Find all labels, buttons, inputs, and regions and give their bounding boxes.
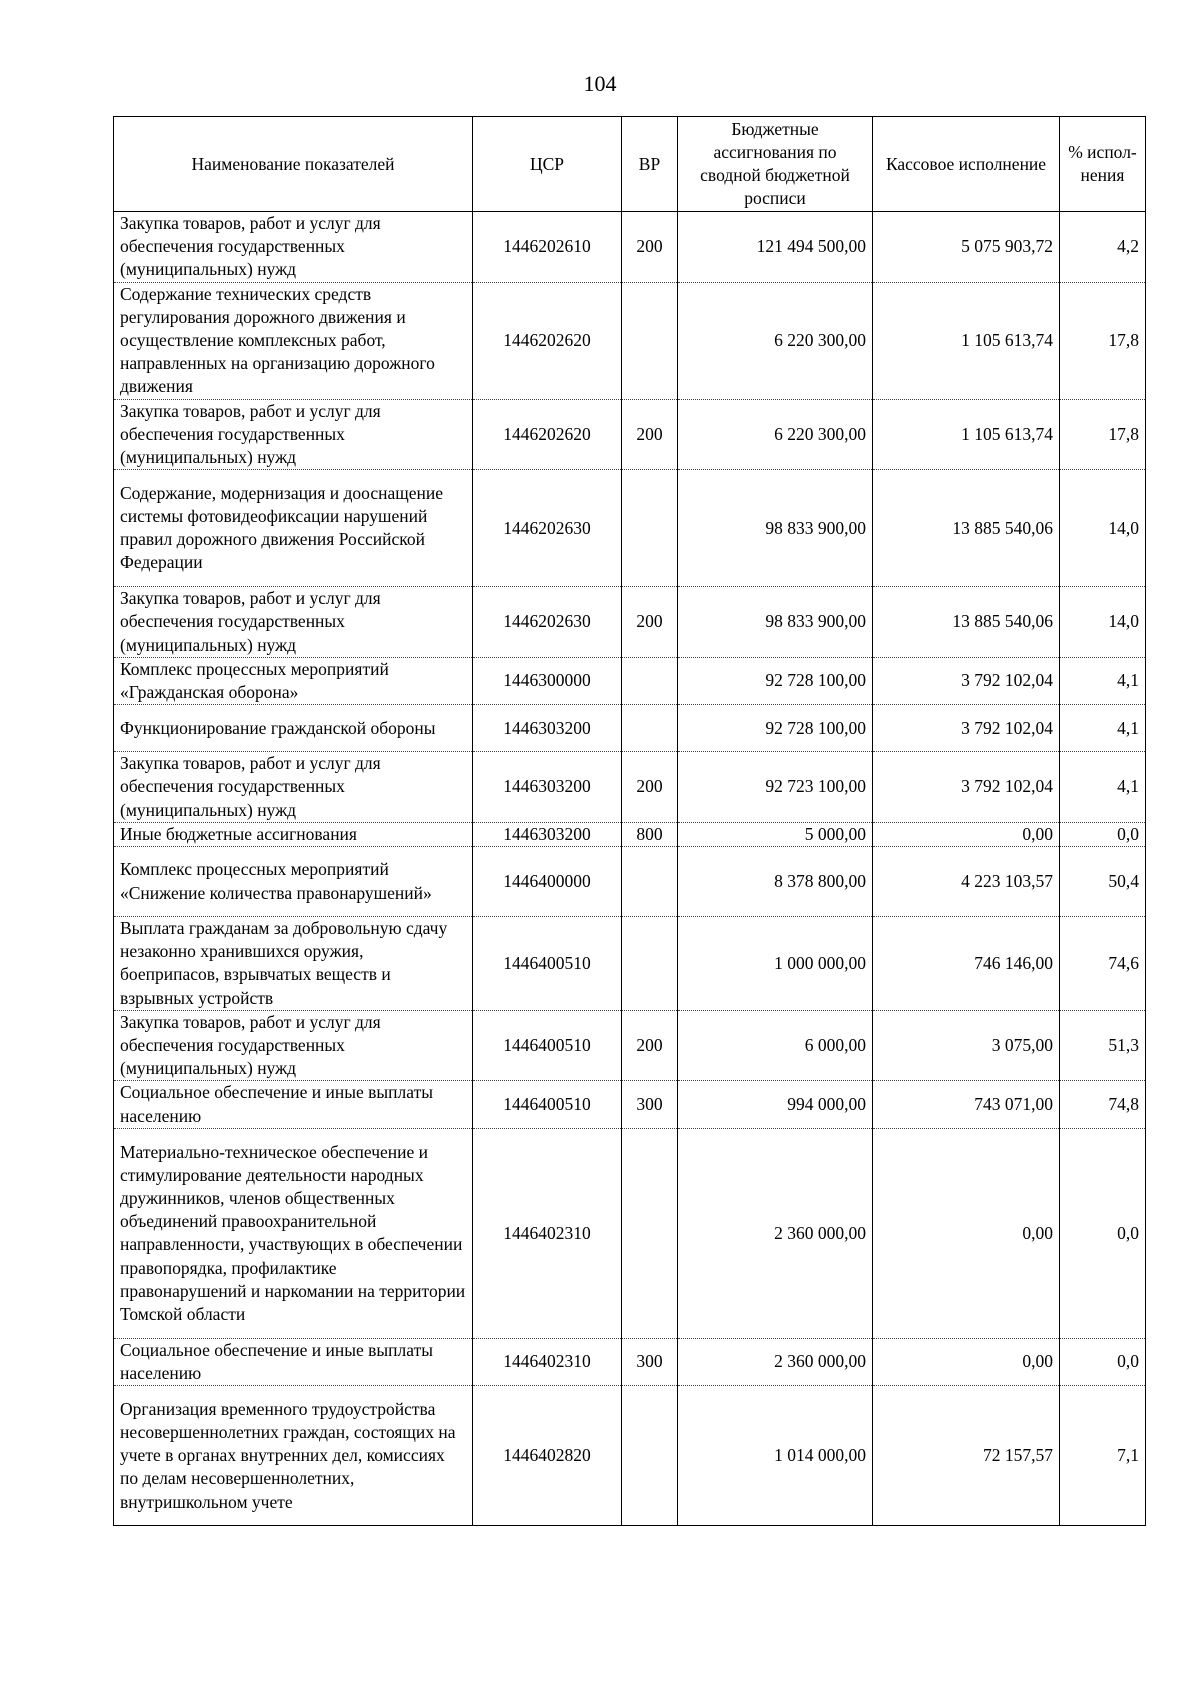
cell-csr: 1446202630 (473, 587, 622, 658)
cell-percent: 14,0 (1060, 587, 1146, 658)
cell-csr: 1446402820 (473, 1386, 622, 1526)
column-header-cash: Кассовое исполнение (873, 117, 1060, 212)
cell-csr: 1446202630 (473, 470, 622, 587)
cell-budget: 98 833 900,00 (678, 470, 873, 587)
cell-csr: 1446400510 (473, 917, 622, 1011)
cell-name: Закупка товаров, работ и услуг для обеспечения государственных (муниципальных) нужд (114, 752, 473, 823)
cell-cash: 0,00 (873, 1128, 1060, 1338)
table-row (114, 470, 1146, 587)
cell-budget: 2 360 000,00 (678, 1128, 873, 1338)
cell-vr: 300 (622, 1081, 678, 1128)
cell-vr: 200 (622, 587, 678, 658)
cell-budget: 92 728 100,00 (678, 705, 873, 752)
table-row (114, 1386, 1146, 1526)
cell-cash: 1 105 613,74 (873, 282, 1060, 399)
cell-budget: 6 220 300,00 (678, 282, 873, 399)
cell-name: Закупка товаров, работ и услуг для обеспечения государственных (муниципальных) нужд (114, 212, 473, 283)
cell-cash: 3 792 102,04 (873, 657, 1060, 704)
cell-budget: 994 000,00 (678, 1081, 873, 1128)
cell-csr: 1446202610 (473, 212, 622, 283)
cell-csr: 1446303200 (473, 705, 622, 752)
cell-cash: 746 146,00 (873, 917, 1060, 1011)
cell-budget: 2 360 000,00 (678, 1338, 873, 1385)
column-header-name: Наименование показателей (114, 117, 473, 212)
cell-csr: 1446400510 (473, 1010, 622, 1081)
table-row (114, 917, 1146, 1011)
cell-vr: 300 (622, 1338, 678, 1385)
cell-vr (622, 917, 678, 1011)
cell-budget: 92 728 100,00 (678, 657, 873, 704)
cell-vr (622, 847, 678, 917)
cell-percent: 17,8 (1060, 399, 1146, 470)
cell-budget: 6 220 300,00 (678, 399, 873, 470)
cell-name: Функционирование гражданской обороны (114, 705, 473, 752)
cell-name: Выплата гражданам за добровольную сдачу незаконно хранившихся оружия, боеприпасов, взрывчатых веществ и взрывных устройств (114, 917, 473, 1011)
cell-vr (622, 1386, 678, 1526)
table-header-row (114, 117, 1146, 212)
table-row (114, 1010, 1146, 1081)
table-row (114, 587, 1146, 658)
table-row (114, 1128, 1146, 1338)
table-row (114, 705, 1146, 752)
table-row (114, 212, 1146, 283)
cell-vr (622, 657, 678, 704)
cell-name: Материально-техническое обеспечение и стимулирование деятельности народных дружинников, членов общественных объединений правоохранительной направленности, участвующих в обеспечении правопорядка, профилактике правонарушений и наркомании на территории Томской области (114, 1128, 473, 1338)
cell-name: Закупка товаров, работ и услуг для обеспечения государственных (муниципальных) нужд (114, 587, 473, 658)
cell-cash: 5 075 903,72 (873, 212, 1060, 283)
cell-vr: 200 (622, 399, 678, 470)
cell-budget: 1 000 000,00 (678, 917, 873, 1011)
column-header-budget: Бюджетные ассигнования по сводной бюджетной росписи (678, 117, 873, 212)
cell-cash: 72 157,57 (873, 1386, 1060, 1526)
cell-name: Иные бюджетные ассигнования (114, 822, 473, 846)
cell-cash: 743 071,00 (873, 1081, 1060, 1128)
cell-vr (622, 1128, 678, 1338)
cell-cash: 3 792 102,04 (873, 705, 1060, 752)
cell-percent: 7,1 (1060, 1386, 1146, 1526)
cell-name: Социальное обеспечение и иные выплаты населению (114, 1338, 473, 1385)
cell-percent: 4,1 (1060, 752, 1146, 823)
table-row (114, 1338, 1146, 1385)
cell-cash: 13 885 540,06 (873, 587, 1060, 658)
cell-budget: 121 494 500,00 (678, 212, 873, 283)
cell-budget: 6 000,00 (678, 1010, 873, 1081)
column-header-vr: ВР (622, 117, 678, 212)
column-header-percent: % испол-нения (1060, 117, 1146, 212)
cell-cash: 0,00 (873, 1338, 1060, 1385)
cell-budget: 98 833 900,00 (678, 587, 873, 658)
cell-name: Закупка товаров, работ и услуг для обеспечения государственных (муниципальных) нужд (114, 399, 473, 470)
table-row (114, 847, 1146, 917)
table-row (114, 399, 1146, 470)
cell-vr: 800 (622, 822, 678, 846)
cell-name: Содержание, модернизация и дооснащение системы фотовидеофиксации нарушений правил дорожного движения Российской Федерации (114, 470, 473, 587)
cell-cash: 13 885 540,06 (873, 470, 1060, 587)
cell-cash: 3 075,00 (873, 1010, 1060, 1081)
table-row (114, 282, 1146, 399)
cell-percent: 0,0 (1060, 1338, 1146, 1385)
cell-csr: 1446303200 (473, 822, 622, 846)
cell-percent: 14,0 (1060, 470, 1146, 587)
cell-csr: 1446400510 (473, 1081, 622, 1128)
cell-csr: 1446303200 (473, 752, 622, 823)
cell-percent: 51,3 (1060, 1010, 1146, 1081)
column-header-csr: ЦСР (473, 117, 622, 212)
cell-name: Организация временного трудоустройства несовершеннолетних граждан, состоящих на учете в органах внутренних дел, комиссиях по делам несовершеннолетних, внутришкольном учете (114, 1386, 473, 1526)
cell-name: Комплекс процессных мероприятий «Гражданская оборона» (114, 657, 473, 704)
cell-csr: 1446402310 (473, 1338, 622, 1385)
cell-name: Комплекс процессных мероприятий «Снижение количества правонарушений» (114, 847, 473, 917)
cell-cash: 1 105 613,74 (873, 399, 1060, 470)
cell-percent: 17,8 (1060, 282, 1146, 399)
cell-cash: 3 792 102,04 (873, 752, 1060, 823)
cell-percent: 74,8 (1060, 1081, 1146, 1128)
cell-vr: 200 (622, 212, 678, 283)
cell-cash: 4 223 103,57 (873, 847, 1060, 917)
cell-csr: 1446400000 (473, 847, 622, 917)
cell-name: Содержание технических средств регулирования дорожного движения и осуществление комплексных работ, направленных на организацию дорожного движения (114, 282, 473, 399)
cell-csr: 1446300000 (473, 657, 622, 704)
cell-percent: 50,4 (1060, 847, 1146, 917)
page-number: 104 (583, 71, 617, 96)
cell-percent: 4,2 (1060, 212, 1146, 283)
cell-percent: 4,1 (1060, 657, 1146, 704)
table-row (114, 657, 1146, 704)
budget-execution-table (113, 116, 1146, 1526)
table-row (114, 1081, 1146, 1128)
cell-csr: 1446202620 (473, 399, 622, 470)
cell-budget: 1 014 000,00 (678, 1386, 873, 1526)
cell-csr: 1446402310 (473, 1128, 622, 1338)
table-row (114, 752, 1146, 823)
cell-name: Социальное обеспечение и иные выплаты населению (114, 1081, 473, 1128)
cell-vr: 200 (622, 1010, 678, 1081)
cell-percent: 0,0 (1060, 1128, 1146, 1338)
cell-name: Закупка товаров, работ и услуг для обеспечения государственных (муниципальных) нужд (114, 1010, 473, 1081)
cell-percent: 4,1 (1060, 705, 1146, 752)
table-row (114, 822, 1146, 846)
cell-budget: 92 723 100,00 (678, 752, 873, 823)
cell-budget: 5 000,00 (678, 822, 873, 846)
cell-csr: 1446202620 (473, 282, 622, 399)
cell-vr (622, 470, 678, 587)
cell-vr (622, 282, 678, 399)
cell-percent: 74,6 (1060, 917, 1146, 1011)
cell-vr: 200 (622, 752, 678, 823)
cell-vr (622, 705, 678, 752)
cell-budget: 8 378 800,00 (678, 847, 873, 917)
cell-percent: 0,0 (1060, 822, 1146, 846)
cell-cash: 0,00 (873, 822, 1060, 846)
